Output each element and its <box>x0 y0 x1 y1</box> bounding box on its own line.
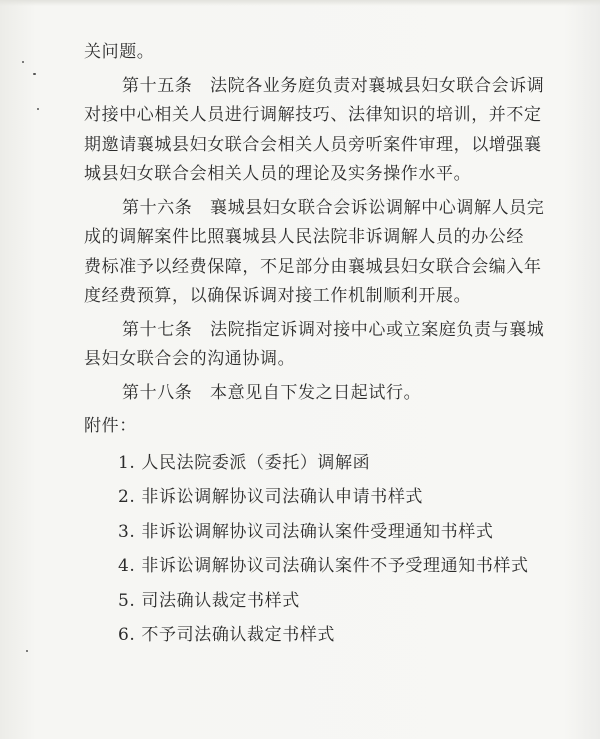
text-line: 成的调解案件比照襄城县人民法院非诉调解人员的办公经 <box>84 227 524 247</box>
text-line: 第十五条 法院各业务庭负责对襄城县妇女联合会诉调 <box>122 75 545 96</box>
text-line: 第十七条 法院指定诉调对接中心或立案庭负责与襄城 <box>122 319 545 340</box>
scan-speck <box>33 73 36 75</box>
text-line: 城县妇女联合会相关人员的理论及实务操作水平。 <box>84 164 472 184</box>
text-line: 第十六条 襄城县妇女联合会诉讼调解中心调解人员完 <box>122 197 545 218</box>
scan-speck <box>22 61 24 63</box>
attachment-item: 1. 人民法院委派（委托）调解函 <box>118 452 371 473</box>
paragraph-article-17 <box>84 316 545 375</box>
page-edge-shadow <box>0 0 600 6</box>
attachments-list <box>84 446 529 653</box>
attachment-item: 5. 司法确认裁定书样式 <box>118 590 300 611</box>
text-line: 度经费预算，以确保诉调对接工作机制顺利开展。 <box>84 286 472 306</box>
scan-speck <box>37 108 39 110</box>
scan-speck <box>26 650 28 652</box>
paragraph-article-16 <box>84 194 545 312</box>
text-line: 费标准予以经费保障，不足部分由襄城县妇女联合会编入年 <box>84 256 542 277</box>
text-line: 关问题。 <box>84 42 155 62</box>
attachment-item: 2. 非诉讼调解协议司法确认申请书样式 <box>118 487 424 507</box>
document-body <box>84 38 545 653</box>
paragraph-article-15 <box>84 72 545 190</box>
attachment-item: 3. 非诉讼调解协议司法确认案件受理通知书样式 <box>118 521 494 542</box>
attachment-item: 4. 非诉讼调解协议司法确认案件不予受理通知书样式 <box>118 556 529 576</box>
text-line: 县妇女联合会的沟通协调。 <box>84 349 296 369</box>
text-line: 第十八条 本意见自下发之日起试行。 <box>122 382 422 403</box>
text-line: 对接中心相关人员进行调解技巧、法律知识的培训，并不定 <box>84 105 542 125</box>
attachments-title: 附件： <box>84 416 137 436</box>
attachment-item: 6. 不予司法确认裁定书样式 <box>118 625 336 645</box>
paragraph-article-18 <box>84 379 524 409</box>
text-line: 期邀请襄城县妇女联合会相关人员旁听案件审理，以增强襄 <box>84 134 542 155</box>
